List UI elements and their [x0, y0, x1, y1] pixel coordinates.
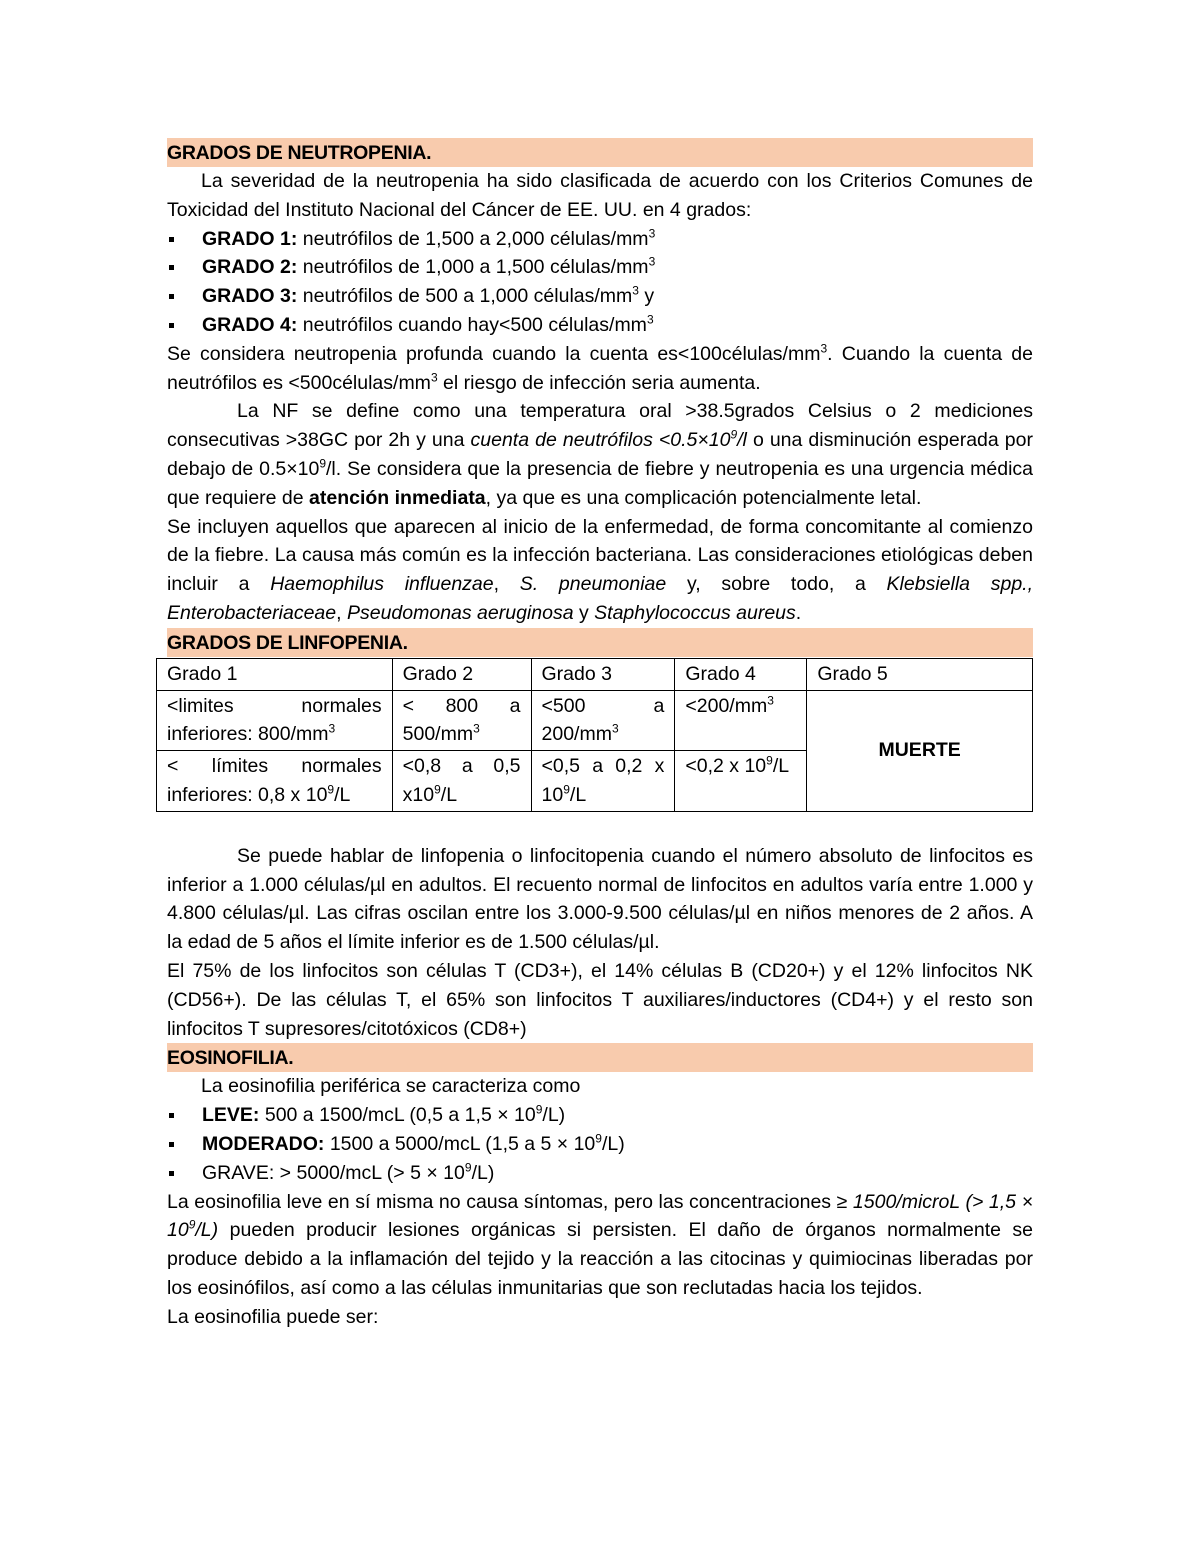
list-item: GRADO 2: neutrófilos de 1,000 a 1,500 células/$mm^3$ — [167, 253, 1033, 282]
eosinofilia-intro: La eosinofilia periférica se caracteriza como — [201, 1075, 581, 1098]
table-header-cell: Grado 2 — [392, 658, 531, 690]
eosinofilia-level-list — [167, 1101, 1033, 1187]
bullet-icon — [169, 265, 174, 270]
table-header-row — [157, 658, 1033, 690]
heading-neutropenia: GRADOS DE NEUTROPENIA. — [167, 138, 1033, 167]
neutropenia-paragraph-profunda: Se considera neutropenia profunda cuando la cuenta $es<100células/mm^3$. Cuando la cuenta de neutrófilos es $<500células/mm^3$ el riesgo de infección seria aumenta. — [167, 341, 1033, 394]
linfopenia-paragraph-definicion: Se puede hablar de linfopenia o linfocitopenia cuando el número absoluto de linfocitos es inferior a 1.000 células/µl en adultos. El recuento normal de linfocitos en adultos varía entre 1.000 y 4.800 células/µl. Las cifras oscilan entre los 3.000-9.500 células/µl en niños menores de 2 años. A la edad de 5 años el límite inferior es de 1.500 células/µl. — [167, 844, 1033, 954]
eosinofilia-paragraph-tipos: La eosinofilia puede ser: — [167, 1305, 379, 1328]
neutropenia-paragraph-nf: La NF se define como una temperatura oral >38.5grados Celsius o 2 mediciones consecutivas >38GC por 2h y una cuenta de neutrófilos $<0.5\times 10^9/l$ o una disminución esperada por debajo de $0.5\times 10^9/l$. Se considera que la presencia de fiebre y neutropenia es una urgencia médica que requiere de atención inmediata, ya que es una complicación potencialmente letal. — [167, 400, 1033, 509]
spacer — [167, 812, 1033, 842]
table-cell: <0,5 a 0,2 x $10^9/L$ — [531, 751, 675, 812]
linfopenia-grade-table — [156, 658, 1033, 812]
linfopenia-paragraph-subtipos: El 75% de los linfocitos son células T (CD3+), el 14% células B (CD20+) y el 12% linfocitos NK (CD56+). De las células T, el 65% son linfocitos T auxiliares/inductores (CD4+) y el resto son linfocitos T supresores/citotóxicos (CD8+) — [167, 959, 1033, 1040]
list-item: GRADO 4: neutrófilos cuando hay<500 células/$mm^3$ — [167, 311, 1033, 340]
bullet-icon — [169, 1171, 174, 1176]
list-item: GRAVE: > 5000/mcL (> $5 \times 10^9/L$) — [167, 1159, 1033, 1188]
neutropenia-grade-list — [167, 225, 1033, 340]
bullet-icon — [169, 237, 174, 242]
list-item: GRADO 3: neutrófilos de 500 a 1,000 células/$mm^3$ y — [167, 282, 1033, 311]
heading-linfopenia: GRADOS DE LINFOPENIA. — [167, 628, 1033, 657]
list-item: GRADO 1: neutrófilos de 1,500 a 2,000 células/$mm^3$ — [167, 225, 1033, 254]
table-cell: <500 a $200/mm^3$ — [531, 690, 675, 751]
neutropenia-intro: La severidad de la neutropenia ha sido clasificada de acuerdo con los Criterios Comunes de Toxicidad del Instituto Nacional del Cáncer de EE. UU. en 4 grados: — [167, 170, 1033, 221]
table-header-cell: Grado 1 — [157, 658, 393, 690]
document-page — [167, 138, 1033, 1331]
table-header-cell: Grado 4 — [675, 658, 807, 690]
bullet-icon — [169, 1113, 174, 1118]
table-header-cell: Grado 5 — [807, 658, 1033, 690]
table-cell: <0,8 a 0,5 $x10^9/L$ — [392, 751, 531, 812]
bullet-icon — [169, 323, 174, 328]
table-cell: <0,2 x $10^9/L$ — [675, 751, 807, 812]
eosinofilia-paragraph-dano: La eosinofilia leve en sí misma no causa síntomas, pero las concentraciones ≥ 1500/microL (> $1,5 \times 10^9/L$) pueden producir lesiones orgánicas si persisten. El daño de órganos normalmente se produce debido a la inflamación del tejido y la reacción a las citocinas y quimiocinas liberadas por los eosinófilos, así como a las células inmunitarias que son reclutadas hacia los tejidos. — [167, 1190, 1033, 1299]
table-cell: <limites normales inferiores: $800/mm^3$ — [157, 690, 393, 751]
table-cell: < límites normales inferiores: 0,8 x $10^9/L$ — [157, 751, 393, 812]
table-header-cell: Grado 3 — [531, 658, 675, 690]
table-cell: < 800 a $500/mm^3$ — [392, 690, 531, 751]
table-cell: $<200/mm^3$ — [675, 690, 807, 751]
bullet-icon — [169, 1142, 174, 1147]
bullet-icon — [169, 294, 174, 299]
list-item: LEVE: 500 a 1500/mcL (0,5 a $1,5 \times 10^9/L$) — [167, 1101, 1033, 1130]
table-row — [157, 690, 1033, 751]
death-cell: MUERTE — [807, 690, 1033, 811]
heading-eosinofilia: EOSINOFILIA. — [167, 1043, 1033, 1072]
list-item: MODERADO: 1500 a 5000/mcL (1,5 a $5 \times 10^9/L$) — [167, 1130, 1033, 1159]
neutropenia-paragraph-etiologia: Se incluyen aquellos que aparecen al inicio de la enfermedad, de forma concomitante al comienzo de la fiebre. La causa más común es la infección bacteriana. Las consideraciones etiológicas deben incluir a Haemophilus influenzae, S. pneumoniae y, sobre todo, a Klebsiella spp., Enterobacteriaceae, Pseudomonas aeruginosa y Staphylococcus aureus. — [167, 515, 1033, 624]
